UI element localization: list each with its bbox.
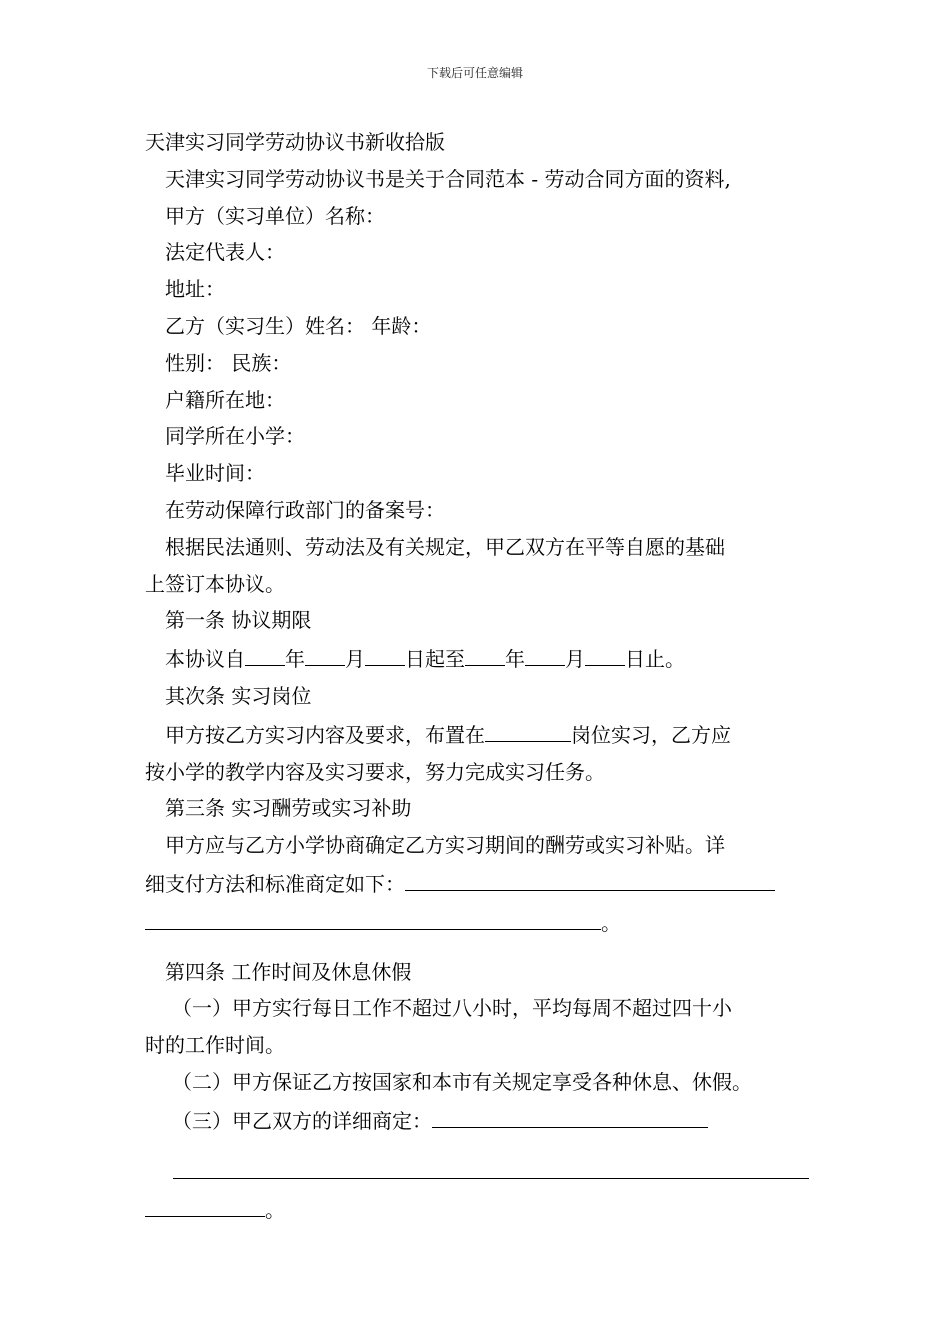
- payment-terms-blank-2: [145, 903, 601, 930]
- page-header-note: 下载后可任意编辑: [426, 66, 523, 80]
- article1-term-row: [145, 639, 810, 678]
- article3-text: 细支付方法和标准商定如下：: [145, 871, 405, 896]
- period-mark: 。: [601, 910, 621, 935]
- legal-representative-field: 法定代表人：: [165, 240, 285, 265]
- position-blank: [485, 715, 571, 742]
- article2-line1: [145, 715, 810, 754]
- month-label: 月: [345, 647, 365, 672]
- article4-title: 第四条 工作时间及休息休假: [165, 959, 412, 984]
- period-mark: 。: [265, 1198, 285, 1223]
- article4-item3-text: （三）甲乙双方的详细商定：: [172, 1108, 432, 1133]
- article2-text-a: 甲方按乙方实习内容及要求，布置在: [165, 722, 485, 747]
- document-title: 天津实习同学劳动协议书新收拾版: [145, 130, 445, 154]
- day-from-label: 日起至: [405, 647, 465, 672]
- basis-paragraph-line1: 根据民法通则、劳动法及有关规定，甲乙双方在平等自愿的基础: [165, 534, 725, 559]
- year-label: 年: [285, 647, 305, 672]
- article4-item3-line2: [145, 1152, 810, 1191]
- gender-field: 性别：: [165, 350, 225, 375]
- article2-title: 其次条 实习岗位: [165, 683, 312, 708]
- article1-title: 第一条 协议期限: [165, 608, 312, 633]
- detail-agreement-blank: [432, 1101, 708, 1128]
- household-field: 户籍所在地：: [165, 387, 285, 412]
- intro-text: 天津实习同学劳动协议书是关于合同范本 - 劳动合同方面的资料,: [165, 166, 731, 191]
- article3-title: 第三条 实习酬劳或实习补助: [165, 796, 412, 821]
- article4-item3-line3: [145, 1190, 810, 1229]
- article2-line2: 按小学的教学内容及实习要求，努力完成实习任务。: [145, 759, 605, 784]
- start-day-blank: [365, 639, 405, 666]
- article4-item1-line2: 时的工作时间。: [145, 1033, 285, 1058]
- article4-item1-line1: （一）甲方实行每日工作不超过八小时，平均每周不超过四十小: [172, 996, 732, 1021]
- day-to-label: 日止。: [625, 647, 685, 672]
- party-b-name-field: 乙方（实习生）姓名：: [165, 313, 365, 338]
- end-day-blank: [585, 639, 625, 666]
- year-label: 年: [505, 647, 525, 672]
- month-label: 月: [565, 647, 585, 672]
- gender-ethnicity-row: [145, 345, 810, 382]
- document-body: [145, 124, 810, 1229]
- article3-line3: [145, 903, 810, 942]
- start-year-blank: [245, 639, 285, 666]
- age-field: 年龄：: [371, 313, 432, 338]
- end-year-blank: [465, 639, 505, 666]
- graduation-field: 毕业时间：: [165, 461, 265, 486]
- address-field: 地址：: [165, 277, 225, 302]
- party-b-row: [145, 308, 810, 345]
- payment-terms-blank: [405, 864, 775, 891]
- start-month-blank: [305, 639, 345, 666]
- school-field: 同学所在小学：: [165, 424, 305, 449]
- ethnicity-field: 民族：: [231, 350, 292, 375]
- article4-item2: （二）甲方保证乙方按国家和本市有关规定享受各种休息、休假。: [172, 1069, 752, 1094]
- basis-paragraph-line2: 上签订本协议。: [145, 571, 285, 596]
- filing-number-field: 在劳动保障行政部门的备案号：: [165, 497, 445, 522]
- article3-line1: 甲方应与乙方小学协商确定乙方实习期间的酬劳或实习补贴。详: [165, 833, 725, 858]
- detail-agreement-blank-2: [173, 1152, 809, 1179]
- article2-text-b: 岗位实习，乙方应: [571, 722, 731, 747]
- article4-item3: [145, 1101, 810, 1140]
- article3-line2: [145, 864, 810, 903]
- end-month-blank: [525, 639, 565, 666]
- detail-agreement-blank-3: [145, 1190, 265, 1217]
- term-from-label: 本协议自: [165, 647, 245, 672]
- party-a-name-field: 甲方（实习单位）名称：: [165, 203, 385, 228]
